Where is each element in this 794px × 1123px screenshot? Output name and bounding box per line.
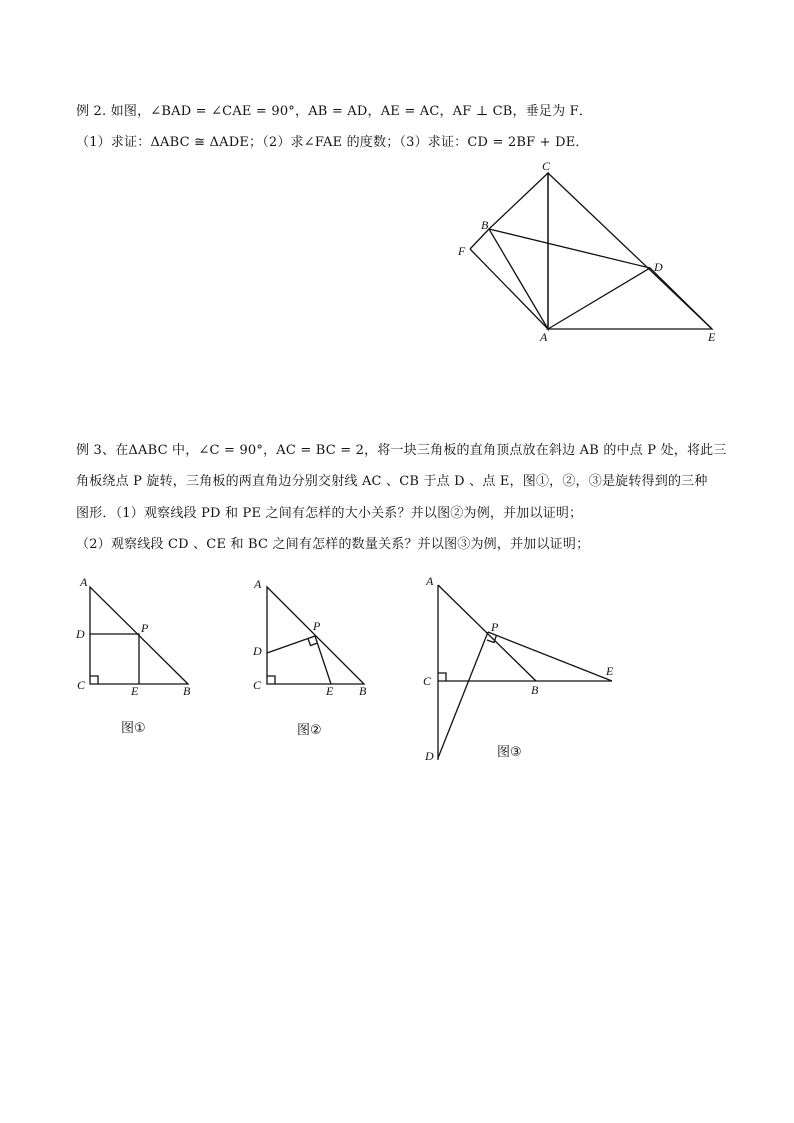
fig1-label-b: B — [183, 684, 191, 698]
example2-questions: （1）求证：ΔABC ≅ ΔADE；（2）求∠FAE 的度数；（3）求证：CD = 2BF + DE． — [76, 135, 589, 150]
fig1-label-d: D — [76, 627, 85, 641]
fig3-label-b: B — [531, 683, 539, 697]
fig1-label-p: P — [141, 621, 149, 635]
label-e: E — [708, 330, 716, 344]
fig2-label-b: B — [359, 684, 367, 698]
fig3-label-c: C — [423, 674, 432, 688]
fig2-label-a: A — [254, 577, 262, 591]
fig1-label-e: E — [131, 684, 139, 698]
label-f: F — [458, 244, 466, 258]
example3-line-1: 例 3、在ΔABC 中，∠C = 90°，AC = BC = 2，将一块三角板的直角顶点放在斜边 AB 的中点 P 处，将此三 — [76, 443, 727, 458]
segment-pe — [488, 632, 612, 681]
fig3-label-a: A — [426, 574, 434, 588]
fig2-label-c: C — [253, 678, 262, 692]
fig1-label-c: C — [77, 678, 86, 692]
label-b: B — [481, 218, 489, 232]
right-angle-mark-c — [438, 673, 446, 681]
figure-2-caption: 图② — [297, 723, 322, 738]
fig2-label-e: E — [326, 684, 334, 698]
label-c: C — [542, 159, 551, 173]
figure-1-caption: 图① — [121, 721, 146, 736]
example3-line-2: 角板绕点 P 旋转，三角板的两直角边分别交射线 AC 、CB 于点 D 、点 E，图①，②，③是旋转得到的三种 — [76, 474, 708, 489]
fig2-label-d: D — [253, 644, 262, 658]
fig3-label-p: P — [491, 620, 499, 634]
fig2-label-p: P — [313, 619, 321, 633]
fig3-label-d: D — [425, 749, 434, 763]
fig1-label-a: A — [80, 575, 88, 589]
example3-line-4: （2）观察线段 CD 、CE 和 BC 之间有怎样的数量关系？并以图③为例，并加以证明； — [76, 537, 590, 552]
label-a: A — [540, 330, 548, 344]
label-d: D — [654, 260, 663, 274]
example3-line-3: 图形．（1）观察线段 PD 和 PE 之间有怎样的大小关系？并以图②为例，并加以证明； — [76, 506, 583, 521]
segment-pd — [438, 632, 488, 758]
example2-statement: 例 2. 如图，∠BAD = ∠CAE = 90°，AB = AD，AE = AC，AF ⊥ CB，垂足为 F． — [76, 104, 593, 119]
fig3-label-e: E — [606, 664, 614, 678]
figure-3-caption: 图③ — [497, 745, 522, 760]
